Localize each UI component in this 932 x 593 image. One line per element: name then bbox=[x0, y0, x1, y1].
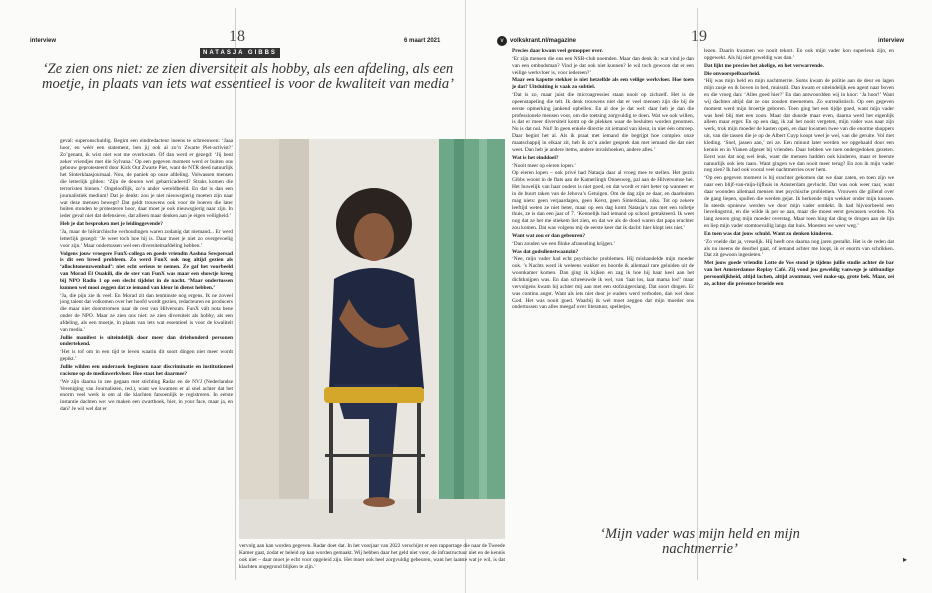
interview-question: Want wat zou er dan gebeuren? bbox=[512, 232, 586, 239]
portrait-illustration bbox=[239, 139, 505, 539]
interview-question: Heb je dat besproken met je leidinggevende? bbox=[60, 221, 163, 228]
interview-question: Maar een kapotte stekker is niet hetzelfde als een veilige werkvloer. Hoe toets je dat? Uitsluiting is vaak zo subtiel. bbox=[512, 77, 694, 91]
issue-date: 6 maart 2021 bbox=[404, 38, 441, 44]
page-number-left: 18 bbox=[229, 28, 245, 45]
interview-paragraph: Op eieren lopen – ook privé had Natasja daar al vroeg mee te stellen. Het gezin Gibbs woont in de flats aan de Kamerlingh Onnesweg, pal aan de Hilversumse hei. Het huwelijk van haar ouders is niet goed, en dat wordt er niet beter op wanneer er in de buurt raken van de Jehova’s Getuigen. Om de dag zijn ze daar, en daarbuiten mag niets: geen verjaardagen, geen Kerst, geen Sinterklaas, niks. Tot op zekere leeftijd weten ze niet beter, maar op een dag komt Natasja’s zus met een tolletje thuis, ze is dan een jaar of 7. ‘Kennelijk had iemand op school getrakteerd. Ik weet nog dat ze het me stiekem liet zien, en dat we als de dood waren dat papa erachter zou komen. Dat was volgens mij de eerste keer dat ik dacht: hier klopt iets niet.’ bbox=[512, 170, 694, 232]
interview-paragraph: ‘Ja, maar de hiërarchische verhoudingen waren zodanig dat niemand... Er werd letterlijk gezegd: ‘Je weet toch hoe hij is. Daar moet je niet zo overgevoelig voor zijn.’ Maar ondertussen wel een diversiteitsafdeling hebben.’ bbox=[60, 228, 233, 249]
text-column-2: vervolg aan kan worden gegeven. Radar doet dat. In het voorjaar van 2022 verschijnt er een rapportage die naar de Tweede Kamer gaat, zodat er beleid op kan worden gemaakt. Wij hebben daar het geld niet voor, de infrastructuur niet en de kennis ook niet – daar moet je echt voor opgeleid zijn. Het moet ook heel zorgvuldig gebeuren, want het laatste wat je wil, is dat klachten ongegrond blijken te zijn.’ bbox=[239, 543, 505, 570]
interview-paragraph: ‘We zijn daarna in zee gegaan met stichting Radar en de NVJ (Nederlandse Vereniging van Journalisten, red.), want we kwamen er al snel achter dat het enorm veel werk is om al die klachten fatsoenlijk te registreren. In eerste instantie dachten we: we maken een zwartboek, hier, in your face, maar ja, en dan? Je wil wel dat er bbox=[60, 378, 233, 413]
site-url[interactable]: volkskrant.nl/magazine bbox=[510, 38, 577, 44]
interview-question: Was dat godsdienstwaanzin? bbox=[512, 248, 579, 255]
pull-quote-top: ‘Ze zien ons niet: ze zien diversiteit als hobby, als een afdeling, als een moetje, in plaats van iets wat essentieel is voor de kwaliteit van media’ bbox=[42, 61, 454, 92]
interview-paragraph: ‘Nee, mijn vader had echt psychische problemen. Hij mishandelde mijn moeder ook. ’s Nachts werd ik weleens wakker en hoorde ik allemaal rare geluiden uit de woonkamer komen. Dan ging ik kijken en zag ik hoe hij haar keel aan het dichtknijpen was. En dan schreeuwde ik wel, van ‘laat los, laat mama los!’ maar vervolgens kwam hij achter mij aan met een stofzuigerslang. Dat soort dingen. Er was continu angst. Want als iets niet door je ouders werd verboden, dan wel door God. Het was nooit goed. Waarbij ik wel moet zeggen dat mijn moeder ons ondertussen van alles meegaf over literatuur, spelletjes, bbox=[512, 256, 694, 311]
interview-paragraph: ‘Hij was mijn held en mijn nachtmerrie. Soms kwam de politie aan de deur en lagen mijn zusje en ik boven in bed, muisstil. Dan kwam er uiteindelijk een agent naar boven en die vroeg dan: ‘Alles goed hier?’ En dan antwoordden wij in koor: ‘Ja hoor!’ Want wij dachten altijd dat ze ons zouden meenemen. Zo surrealistisch. Op een gegeven moment werd mijn broertje geboren. Toen ging het een tijdje goed, want mijn vader was heel blij met een zoon. Maar dat duurde maar even, daarna werd het eigenlijk alleen maar erger. En op een dag, ik zal het nooit vergeten, mijn vader was naar zijn werk, trok mijn moeder de kasten open, en daar kwamen twee van die enorme shoppers uit, van die tassen die je op de Albert Cuyp koopt weet je wel, van die geruite. Vol met kleding. ‘Snel, jassen aan,’ zei ze. Een minuut later werden we opgehaald door een kennis en in Vianen afgezet bij vrienden. Daar hebben we toen ondergedoken gezeten. Eerst was dat nog wel leuk, want die mensen hadden ook kinderen, maar er heerste natuurlijk ook iets raars. Want gingen we dan nooit meer terug? En zou ik mijn vader nog zien? Ik had ook vooral veel nachtmerries over hem. bbox=[704, 78, 894, 174]
text-column-1 bbox=[60, 138, 233, 560]
text-column-4 bbox=[704, 48, 894, 528]
interview-paragraph: ‘Het is tof om in een tijd te leven waarin dit soort dingen niet meer wordt gepikt.’ bbox=[60, 349, 233, 363]
pull-quote-bottom: ‘Mijn vader was mijn held en mijn nachtmerrie’ bbox=[600, 526, 800, 557]
interview-paragraph: geval: superonschuldig. Begint een eindredacteur ineens te schreeuwen: ‘Jaaa hoor, en wéér een statement, ben jij ook al zo’n Zwarte Piet-activist?’ Zo’genant, ik wist niet wat me overkwam. Of dan werd er gezegd: ‘Jij bent zeker vriendjes met die Sylvana.’ Op een gegeven moment werd er buiten ons gebouw geprotesteerd door Kick Out Zwarte Piet, want de NTR deed natuurlijk het Sinterklaasjournaal. Nou, de paniek op onze afdeling. Volwassen mensen die letterlijk gilden: ‘Zijn de deuren wel gebarricadeerd? Straks komen die terroristen binnen.’ Ongelooflijk, zo’n ander wereldbeeld. En dat is dan een journalistiek medium! Dat je denkt: zou je niet nieuwsgierig moeten zijn naar wat deze mensen bewegt? Dat geldt trouwens ook voor de boeren die later buiten stonden te protesteren hoor, daar moet je ook nieuwsgierig naar zijn. In ieder geval niet dat defensieve, dat alleen maar denken aan je eigen veiligheid.’ bbox=[60, 138, 233, 220]
interview-paragraph: ‘Dat is zo, maar juist die microagressies staan nooit op zichzelf. Het is de opeenstapeling die telt. Ik denk trouwens niet dat er veel mensen zijn die bij de eerste opmerking jankend opbellen. En al doe je dat wel: daar heb je dan die professionele mensen voor, om die toetsing zorgvuldig te doen. Wat we ook willen, is dat er meer diversiteit komt op de plekken waar de besluiten worden genomen. Nu is dat nul. Nul! In geen enkele directie zit iemand van kleur, in niet één omroep. Daar begint het al. Als ik praat met iemand die begrijpt hoe complex onze maatschappij in elkaar zit, heb ik zo’n ander gesprek dan met iemand die dat niet weet. Dan heb je andere items, andere invalshoeken, andere alles.’ bbox=[512, 92, 694, 153]
interview-question: En toen was dat jouw schuld. Want zo denken kinderen. bbox=[704, 230, 833, 237]
interview-question: Jullie wilden een onderzoek beginnen naar discriminatie en institutioneel racisme op de mediawerkvloer. Hoe staat het daarmee? bbox=[60, 364, 233, 377]
section-label-left: interview bbox=[30, 38, 57, 44]
page-number-right: 19 bbox=[691, 28, 707, 45]
interview-paragraph: ‘Zo voelde dat ja, vreselijk. Hij heeft ons daarna nog jaren gestalkt. Het is de reden dat als nu ineens de deurbel gaat, of iemand achter me loopt, ik er enorm van schrikken. Dat zit gewoon ingesleten.’ bbox=[704, 238, 894, 259]
interview-paragraph: ‘Ja, die pijn zie ik veel. En Morad zit dan tenminste nog ergens. Ik ne zoveel jong talent dat volkomen over het hoofd wordt gezien, redacteuren en producers die maar niet doorstromen naar de rest van Hilversum. FunX vált nota bene onder de NPO. Maar ze zien ons niet: ze zien diversiteit als hobby, als een afdeling, als een moetje, in plaats van iets wat essentieel is voor de kwaliteit van media.’ bbox=[60, 292, 233, 333]
interview-paragraph: ‘Op een gegeven moment is hij erachter gekomen dat we daar zaten, en toen zijn we naar een blijf-van-mijn-lijfhuis in Amsterdam gevlucht. Dat was ook weer raar, want daar woonden allemaal mensen met psychische problemen. Vrouwen die gillend over de gang liepen, spullen die werden gejat. Ik herkende mijn wekker onder mijn kussen. In steeds opnieuw werden we door mijn vader ontdekt. Ik had bijvoorbeeld een lievelingstrui, en die wilde ik per se aan, maar die moest eerst gewassen worden. Na lang zeuren ging mijn moeder overstag. Maar toen hing dat ding te drogen aan de lijn en liep mijn vader stomtoevallig langs dat huis. Moesten we weer weg.’ bbox=[704, 175, 894, 230]
interview-paragraph: ‘Nooit meer op eieren lopen.’ bbox=[512, 162, 576, 169]
interview-question: Met jouw goede vriendin Lotte de Vos stond je tijdens jullie studie achter de bar van het Amsterdamse Replay Café. Zij vond jou geweldig vanwege je uitbundige persoonlijkheid, altijd lachen, altijd avontuur, veel make-up, grote bek. Maar, zei ze, achter die présence broeide een bbox=[704, 260, 894, 287]
interview-paragraph: lezen. Daarin kwamen we nooit tekort. En ook mijn vader kon superleuk zijn, en opgewekt. Als hij niet geweldig was dan.’ bbox=[704, 48, 894, 61]
author-byline: NATASJA GIBBS bbox=[200, 48, 280, 58]
interview-paragraph: ‘Er zijn mensen die ons een NSB-club noemden. Maar dan denk ik: wat vind je dan van een ombudsman? Vind je dat ook niet kunnen? Ie wil toch gewoon dat er een veilige werkvloer is, voor iedereen?’ bbox=[512, 55, 694, 76]
interview-question: Dat lijkt me precies het akelige, en het verwarrende. bbox=[704, 62, 824, 69]
interview-question: Die onvoorspelbaarheid. bbox=[704, 70, 761, 77]
section-label-right: interview bbox=[878, 38, 905, 44]
text-column-3 bbox=[512, 48, 694, 528]
interview-question: Wat is het einddoel? bbox=[512, 154, 559, 161]
interview-question: Precies daar kwam veel gemopper over. bbox=[512, 48, 603, 54]
interview-paragraph: ‘Dan zouden we een flinke afranseling krijgen.’ bbox=[512, 240, 616, 247]
column-rule bbox=[235, 8, 236, 580]
chevron-right-icon[interactable]: ▸ bbox=[903, 555, 908, 564]
column-rule bbox=[697, 8, 698, 580]
interview-question: Jullie manifest is uiteindelijk door meer dan driehonderd personen ondertekend. bbox=[60, 334, 233, 348]
interview-question: Volgens jouw vroegere FunX-collega en goede vriendin Aashna Sewpersad is dit een breed probleem. Zo werd FunX ook nog altijd gezien als ‘allochtonenzwembad’: niet echt serieus te nemen. Ze gaf het voorbeeld van Morad El Ouakili, die de ster van FunX was maar een showtje kreeg bij NPO Radio 1 op een slecht tijdslot in de nacht. ‘Maar ondertussen kunnen wel mooi zeggen dat ze iemand van kleur in dienst hebben.’ bbox=[60, 250, 233, 291]
volkskrant-logo-icon: v bbox=[497, 36, 507, 46]
portrait-photo bbox=[239, 139, 505, 539]
